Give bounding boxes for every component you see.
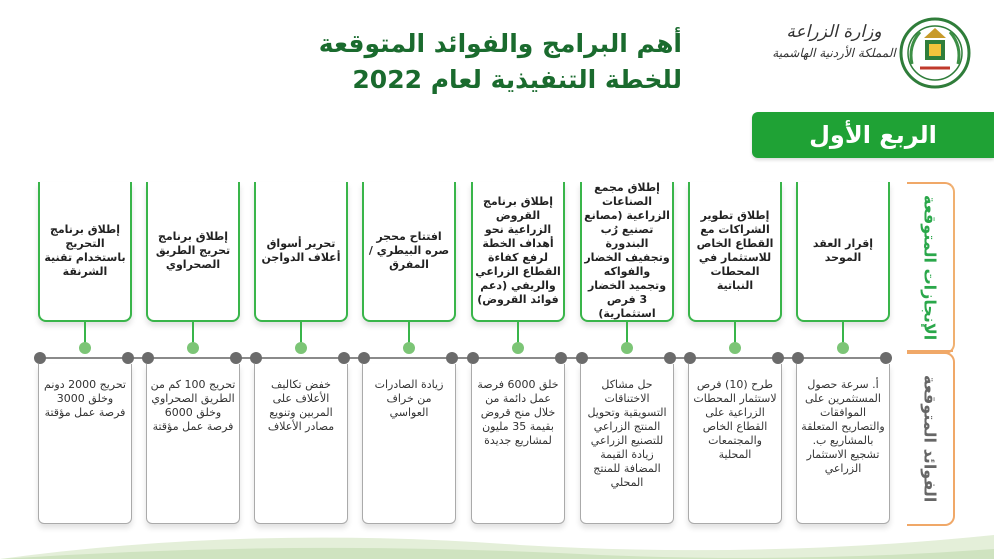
connector-knob bbox=[621, 342, 633, 354]
achievement-card bbox=[471, 182, 565, 322]
benefit-text: زيادة الصادرات من خراف العواسي bbox=[374, 378, 444, 419]
benefit-card bbox=[38, 364, 132, 524]
ministry-emblem-icon bbox=[898, 16, 972, 90]
timeline-line bbox=[36, 357, 886, 359]
ministry-name-line-2: المملكة الأردنية الهاشمية bbox=[772, 46, 896, 60]
achievement-card bbox=[38, 182, 132, 322]
connector-stem bbox=[408, 322, 410, 344]
connector-stem bbox=[842, 322, 844, 344]
benefit-text: أ. سرعة حصول المستثمرين على الموافقات والتصاريح المتعلقة بالمشاريع ب. تشجيع الاستثمار الزراعي bbox=[801, 378, 885, 475]
timeline-dot bbox=[880, 352, 892, 364]
connector-stem bbox=[192, 322, 194, 344]
benefit-card bbox=[254, 364, 348, 524]
benefit-card bbox=[688, 364, 782, 524]
timeline-dot bbox=[142, 352, 154, 364]
ministry-name-line-1: وزارة الزراعة bbox=[786, 22, 882, 42]
connector-stem bbox=[300, 322, 302, 344]
timeline-dot bbox=[122, 352, 134, 364]
connector-knob bbox=[79, 342, 91, 354]
timeline-dot bbox=[230, 352, 242, 364]
timeline-dot bbox=[576, 352, 588, 364]
benefit-text: خلق 6000 فرصة عمل دائمة من خلال منح قروض بقيمة 35 مليون لمشاريع جديدة bbox=[477, 378, 559, 447]
connector-stem bbox=[626, 322, 628, 344]
benefit-text: حل مشاكل الاختناقات التسويقية وتحويل المنتج الزراعي للتصنيع الزراعي زيادة القيمة المضافة للمنتج المحلي bbox=[587, 378, 667, 489]
connector-knob bbox=[729, 342, 741, 354]
achievement-text: إطلاق برنامج التحريج باستخدام تقنية الشرنقة bbox=[44, 223, 126, 278]
side-label-achievements bbox=[907, 182, 955, 354]
connector-stem bbox=[517, 322, 519, 344]
connector-knob bbox=[295, 342, 307, 354]
side-label-benefits bbox=[907, 352, 955, 526]
achievement-text: إطلاق مجمع الصناعات الزراعية (مصانع تصنيع رُب البندورة وتجفيف الخضار والفواكه وتجميد الخضار 3 فرص استثمارية) bbox=[584, 181, 670, 320]
title-line-1: أهم البرامج والفوائد المتوقعة bbox=[318, 29, 682, 58]
benefit-card bbox=[362, 364, 456, 524]
quarter-banner bbox=[752, 112, 994, 158]
benefit-text: خفض تكاليف الأعلاف على المربين وتنويع مصادر الأعلاف bbox=[267, 378, 335, 433]
quarter-label: الربع الأول bbox=[809, 121, 937, 149]
achievement-text: إطلاق برنامج تحريج الطريق الصحراوي bbox=[155, 230, 231, 271]
timeline-dot bbox=[664, 352, 676, 364]
benefit-text: تحريج 2000 دونم وخلق 3000 فرصة عمل مؤقتة bbox=[44, 378, 126, 419]
timeline-dot bbox=[358, 352, 370, 364]
timeline-dot bbox=[446, 352, 458, 364]
achievement-card bbox=[796, 182, 890, 322]
benefit-text: طرح (10) فرص لاستثمار المحطات الزراعية على القطاع الخاص والمجتمعات المحلية bbox=[693, 378, 777, 461]
achievement-card bbox=[254, 182, 348, 322]
ministry-name bbox=[772, 22, 896, 60]
benefit-text: تحريج 100 كم من الطريق الصحراوي وخلق 6000 فرصة عمل مؤقتة bbox=[150, 378, 236, 433]
benefit-card bbox=[580, 364, 674, 524]
connector-stem bbox=[734, 322, 736, 344]
timeline-dot bbox=[34, 352, 46, 364]
achievement-text: افتتاح محجر صره البيطري /المفرق bbox=[368, 230, 450, 271]
timeline-dot bbox=[772, 352, 784, 364]
achievement-card bbox=[362, 182, 456, 322]
side-label-achievements-text: الإنجازات المتوقعة bbox=[920, 195, 940, 341]
page-title bbox=[262, 26, 682, 98]
achievement-card bbox=[146, 182, 240, 322]
timeline-dot bbox=[792, 352, 804, 364]
connector-knob bbox=[837, 342, 849, 354]
benefit-card bbox=[471, 364, 565, 524]
achievement-text: إقرار العقد الموحد bbox=[812, 237, 874, 264]
benefit-card bbox=[796, 364, 890, 524]
side-label-benefits-text: الفوائد المتوقعة bbox=[920, 375, 940, 503]
decorative-wave bbox=[0, 525, 994, 559]
title-line-2: للخطة التنفيذية لعام 2022 bbox=[352, 65, 682, 94]
achievement-text: إطلاق تطوير الشراكات مع القطاع الخاص للاستثمار في المحطات النباتية bbox=[696, 209, 774, 292]
connector-knob bbox=[512, 342, 524, 354]
connector-knob bbox=[403, 342, 415, 354]
timeline-dot bbox=[467, 352, 479, 364]
connector-knob bbox=[187, 342, 199, 354]
timeline-dot bbox=[555, 352, 567, 364]
connector-stem bbox=[84, 322, 86, 344]
achievement-text: تحرير أسواق أعلاف الدواجن bbox=[261, 237, 341, 264]
achievement-card bbox=[580, 182, 674, 322]
timeline-dot bbox=[338, 352, 350, 364]
achievement-card bbox=[688, 182, 782, 322]
benefit-card bbox=[146, 364, 240, 524]
achievement-text: إطلاق برنامج القروض الزراعية نحو أهداف الخطة لرفع كفاءة القطاع الزراعي والريفي (دعم فوائد القروض) bbox=[475, 195, 561, 306]
timeline-dot bbox=[684, 352, 696, 364]
timeline-dot bbox=[250, 352, 262, 364]
